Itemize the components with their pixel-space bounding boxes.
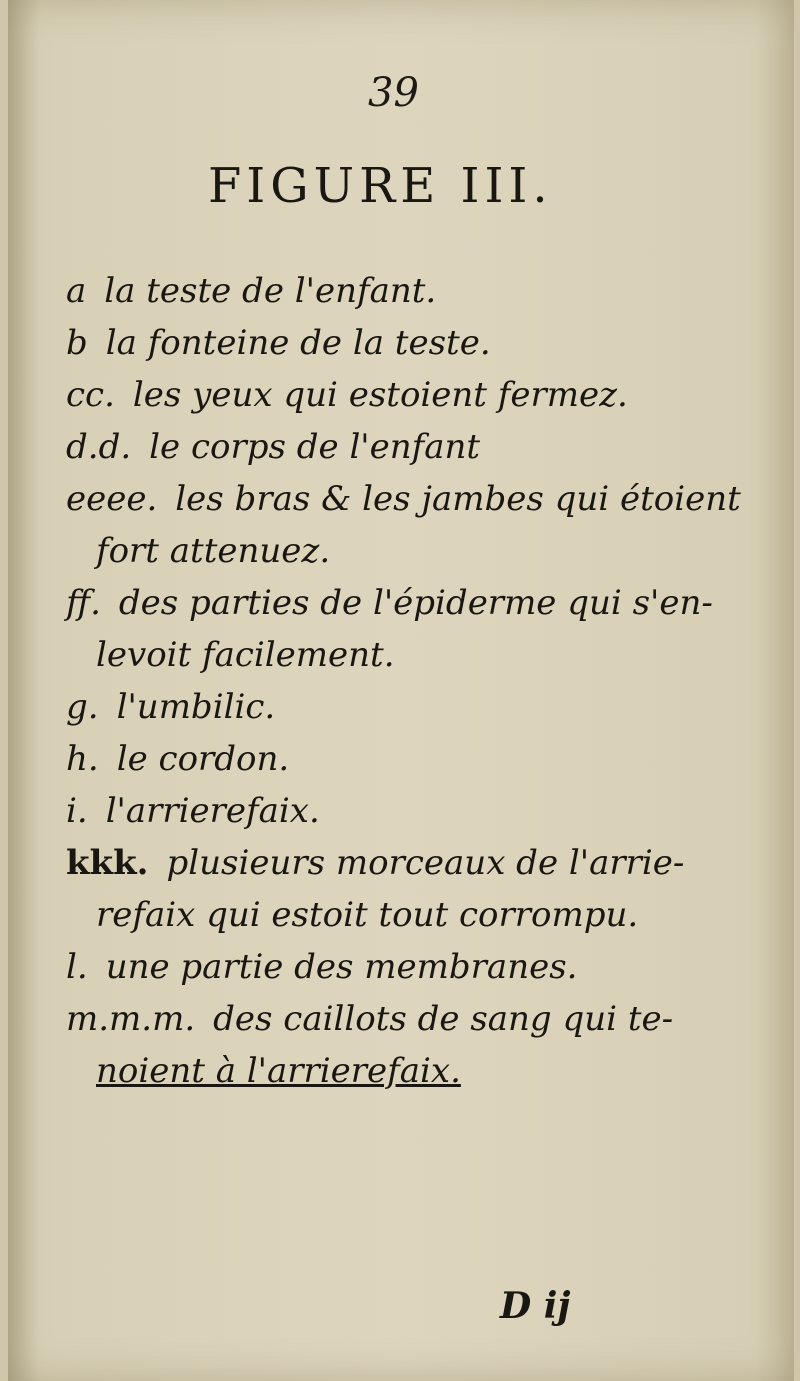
legend-text: plusieurs morceaux de l'arrie- bbox=[166, 843, 685, 883]
legend-continuation: noient à l'arrierefaix. bbox=[96, 1051, 461, 1091]
legend-entry-h bbox=[66, 733, 756, 785]
legend-text: les yeux qui estoient fermez. bbox=[132, 375, 628, 415]
legend-key: kkk. bbox=[66, 843, 149, 883]
legend-entry-g bbox=[66, 681, 756, 733]
legend-text: la teste de l'enfant. bbox=[104, 271, 437, 311]
legend-text: le cordon. bbox=[116, 739, 290, 779]
legend-text: des caillots de sang qui te- bbox=[213, 999, 674, 1039]
legend-entry-a bbox=[66, 265, 756, 317]
legend-entry-ff bbox=[66, 577, 756, 629]
legend-entry-mmm bbox=[66, 993, 756, 1045]
legend-key: b bbox=[66, 323, 88, 363]
legend-text: les bras & les jambes qui étoient bbox=[175, 479, 741, 519]
figure-legend bbox=[66, 265, 756, 1097]
legend-entry-dd bbox=[66, 421, 756, 473]
legend-entry-eeee bbox=[66, 473, 756, 525]
legend-entry-cc bbox=[66, 369, 756, 421]
legend-text: la fonteine de la teste. bbox=[105, 323, 491, 363]
signature-mark: D ij bbox=[500, 1285, 571, 1327]
legend-entry-kkk bbox=[66, 837, 756, 889]
legend-key: cc. bbox=[66, 375, 115, 415]
legend-text: une partie des membranes. bbox=[105, 947, 578, 987]
legend-text: l'umbilic. bbox=[116, 687, 276, 727]
legend-text: le corps de l'enfant bbox=[149, 427, 481, 467]
legend-key: i. bbox=[66, 791, 88, 831]
legend-key: eeee. bbox=[66, 479, 158, 519]
legend-key: ff. bbox=[66, 583, 101, 623]
figure-title: FIGURE III. bbox=[208, 158, 553, 214]
legend-key: h. bbox=[66, 739, 99, 779]
legend-key: l. bbox=[66, 947, 88, 987]
legend-continuation: refaix qui estoit tout corrompu. bbox=[96, 895, 639, 935]
legend-text: des parties de l'épiderme qui s'en- bbox=[118, 583, 713, 623]
legend-text: l'arrierefaix. bbox=[105, 791, 320, 831]
legend-key: a bbox=[66, 271, 87, 311]
book-page bbox=[8, 0, 794, 1381]
legend-key: m.m.m. bbox=[66, 999, 196, 1039]
legend-entry-b bbox=[66, 317, 756, 369]
legend-entry-i bbox=[66, 785, 756, 837]
legend-entry-l bbox=[66, 941, 756, 993]
legend-continuation: levoit facilement. bbox=[96, 635, 395, 675]
legend-continuation: fort attenuez. bbox=[96, 531, 331, 571]
legend-key: d.d. bbox=[66, 427, 132, 467]
page-number: 39 bbox=[368, 70, 419, 116]
legend-key: g. bbox=[66, 687, 99, 727]
